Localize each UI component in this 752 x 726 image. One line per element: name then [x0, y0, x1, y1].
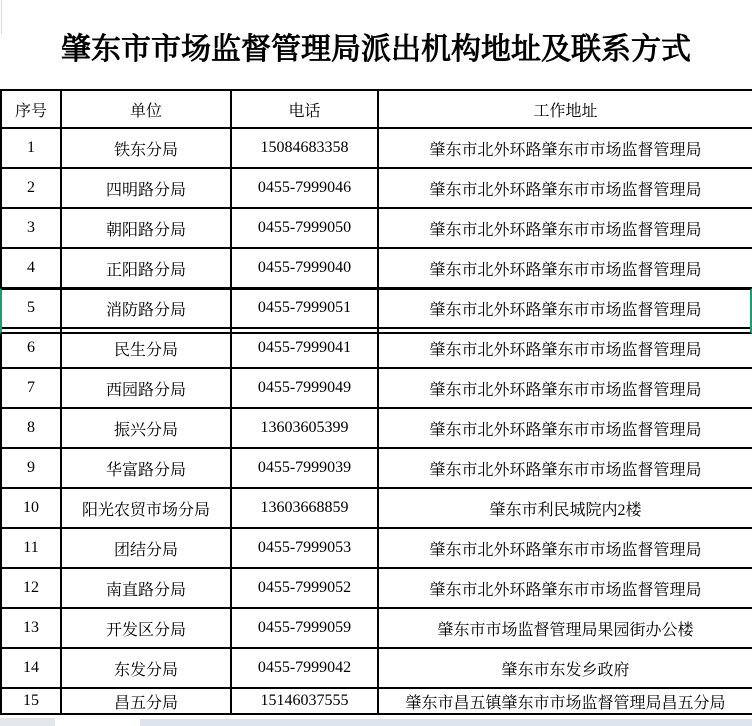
cell-phone[interactable]: 0455-7999051 — [231, 288, 378, 328]
cell-address[interactable]: 肇东市北外环路肇东市市场监督管理局 — [378, 248, 752, 288]
cell-address[interactable]: 肇东市北外环路肇东市市场监督管理局 — [378, 168, 752, 208]
cell-phone[interactable]: 0455-7999050 — [231, 208, 378, 248]
cell-unit[interactable]: 四明路分局 — [61, 168, 231, 208]
cell-unit[interactable]: 东发分局 — [61, 648, 231, 688]
cell-phone[interactable]: 13603605399 — [231, 408, 378, 448]
table-row-selected — [1, 288, 752, 328]
cell-unit[interactable]: 南直路分局 — [61, 568, 231, 608]
cell-no[interactable]: 11 — [1, 528, 61, 568]
cell-no[interactable]: 4 — [1, 248, 61, 288]
cell-no[interactable]: 2 — [1, 168, 61, 208]
cell-unit[interactable]: 消防路分局 — [61, 288, 231, 328]
cell-address[interactable]: 肇东市北外环路肇东市市场监督管理局 — [378, 368, 752, 408]
cell-no[interactable]: 7 — [1, 368, 61, 408]
cell-unit[interactable]: 振兴分局 — [61, 408, 231, 448]
cell-unit[interactable]: 阳光农贸市场分局 — [61, 488, 231, 528]
cell-unit[interactable]: 团结分局 — [61, 528, 231, 568]
header-unit[interactable]: 单位 — [61, 90, 231, 128]
header-address[interactable]: 工作地址 — [378, 90, 752, 128]
cell-address[interactable]: 肇东市北外环路肇东市市场监督管理局 — [378, 448, 752, 488]
header-no[interactable]: 序号 — [1, 90, 61, 128]
horizontal-scrollbar[interactable] — [0, 718, 752, 726]
page-title: 肇东市市场监督管理局派出机构地址及联系方式 — [61, 33, 691, 66]
table-row — [1, 248, 752, 288]
header-phone[interactable]: 电话 — [231, 90, 378, 128]
table-row — [1, 608, 752, 648]
table-row — [1, 688, 752, 714]
cell-no[interactable]: 12 — [1, 568, 61, 608]
scrollbar-track — [140, 718, 752, 726]
table-row — [1, 208, 752, 248]
cell-phone[interactable]: 13603668859 — [231, 488, 378, 528]
table-row — [1, 528, 752, 568]
cell-unit[interactable]: 铁东分局 — [61, 128, 231, 168]
cell-phone[interactable]: 0455-7999041 — [231, 328, 378, 368]
table-row — [1, 448, 752, 488]
cell-address[interactable]: 肇东市北外环路肇东市市场监督管理局 — [378, 528, 752, 568]
table-header-row — [1, 90, 752, 128]
cell-address[interactable]: 肇东市东发乡政府 — [378, 648, 752, 688]
cell-address[interactable]: 肇东市北外环路肇东市市场监督管理局 — [378, 408, 752, 448]
table-row — [1, 168, 752, 208]
cell-no[interactable]: 6 — [1, 328, 61, 368]
cell-phone[interactable]: 0455-7999059 — [231, 608, 378, 648]
scrollbar-thumb[interactable] — [55, 718, 140, 726]
table-row — [1, 408, 752, 448]
cell-unit[interactable]: 昌五分局 — [61, 688, 231, 714]
cell-phone[interactable]: 0455-7999049 — [231, 368, 378, 408]
cell-no[interactable]: 15 — [1, 688, 61, 714]
table-row — [1, 128, 752, 168]
cell-phone[interactable]: 0455-7999052 — [231, 568, 378, 608]
cell-address[interactable]: 肇东市北外环路肇东市市场监督管理局 — [378, 568, 752, 608]
cell-no[interactable]: 10 — [1, 488, 61, 528]
cell-phone[interactable]: 0455-7999053 — [231, 528, 378, 568]
cell-no[interactable]: 5 — [1, 288, 61, 328]
cell-address[interactable]: 肇东市利民城院内2楼 — [378, 488, 752, 528]
cell-no[interactable]: 14 — [1, 648, 61, 688]
cell-phone[interactable]: 15084683358 — [231, 128, 378, 168]
cell-no[interactable]: 9 — [1, 448, 61, 488]
cell-unit[interactable]: 西园路分局 — [61, 368, 231, 408]
table-row — [1, 568, 752, 608]
table-row — [1, 328, 752, 368]
cell-address[interactable]: 肇东市北外环路肇东市市场监督管理局 — [378, 288, 752, 328]
table-row — [1, 488, 752, 528]
cell-unit[interactable]: 民生分局 — [61, 328, 231, 368]
cell-address[interactable]: 肇东市昌五镇肇东市市场监督管理局昌五分局 — [378, 688, 752, 714]
cell-no[interactable]: 8 — [1, 408, 61, 448]
cell-phone[interactable]: 0455-7999046 — [231, 168, 378, 208]
cell-no[interactable]: 13 — [1, 608, 61, 648]
cell-address[interactable]: 肇东市市场监督管理局果园街办公楼 — [378, 608, 752, 648]
contact-table — [0, 89, 752, 715]
cell-address[interactable]: 肇东市北外环路肇东市市场监督管理局 — [378, 328, 752, 368]
table-row — [1, 368, 752, 408]
cell-phone[interactable]: 15146037555 — [231, 688, 378, 714]
cell-unit[interactable]: 华富路分局 — [61, 448, 231, 488]
cell-phone[interactable]: 0455-7999042 — [231, 648, 378, 688]
table-row — [1, 648, 752, 688]
cell-phone[interactable]: 0455-7999039 — [231, 448, 378, 488]
cell-address[interactable]: 肇东市北外环路肇东市市场监督管理局 — [378, 208, 752, 248]
cell-no[interactable]: 1 — [1, 128, 61, 168]
cell-address[interactable]: 肇东市北外环路肇东市市场监督管理局 — [378, 128, 752, 168]
cell-unit[interactable]: 正阳路分局 — [61, 248, 231, 288]
cell-phone[interactable]: 0455-7999040 — [231, 248, 378, 288]
cell-no[interactable]: 3 — [1, 208, 61, 248]
cell-unit[interactable]: 朝阳路分局 — [61, 208, 231, 248]
cell-unit[interactable]: 开发区分局 — [61, 608, 231, 648]
